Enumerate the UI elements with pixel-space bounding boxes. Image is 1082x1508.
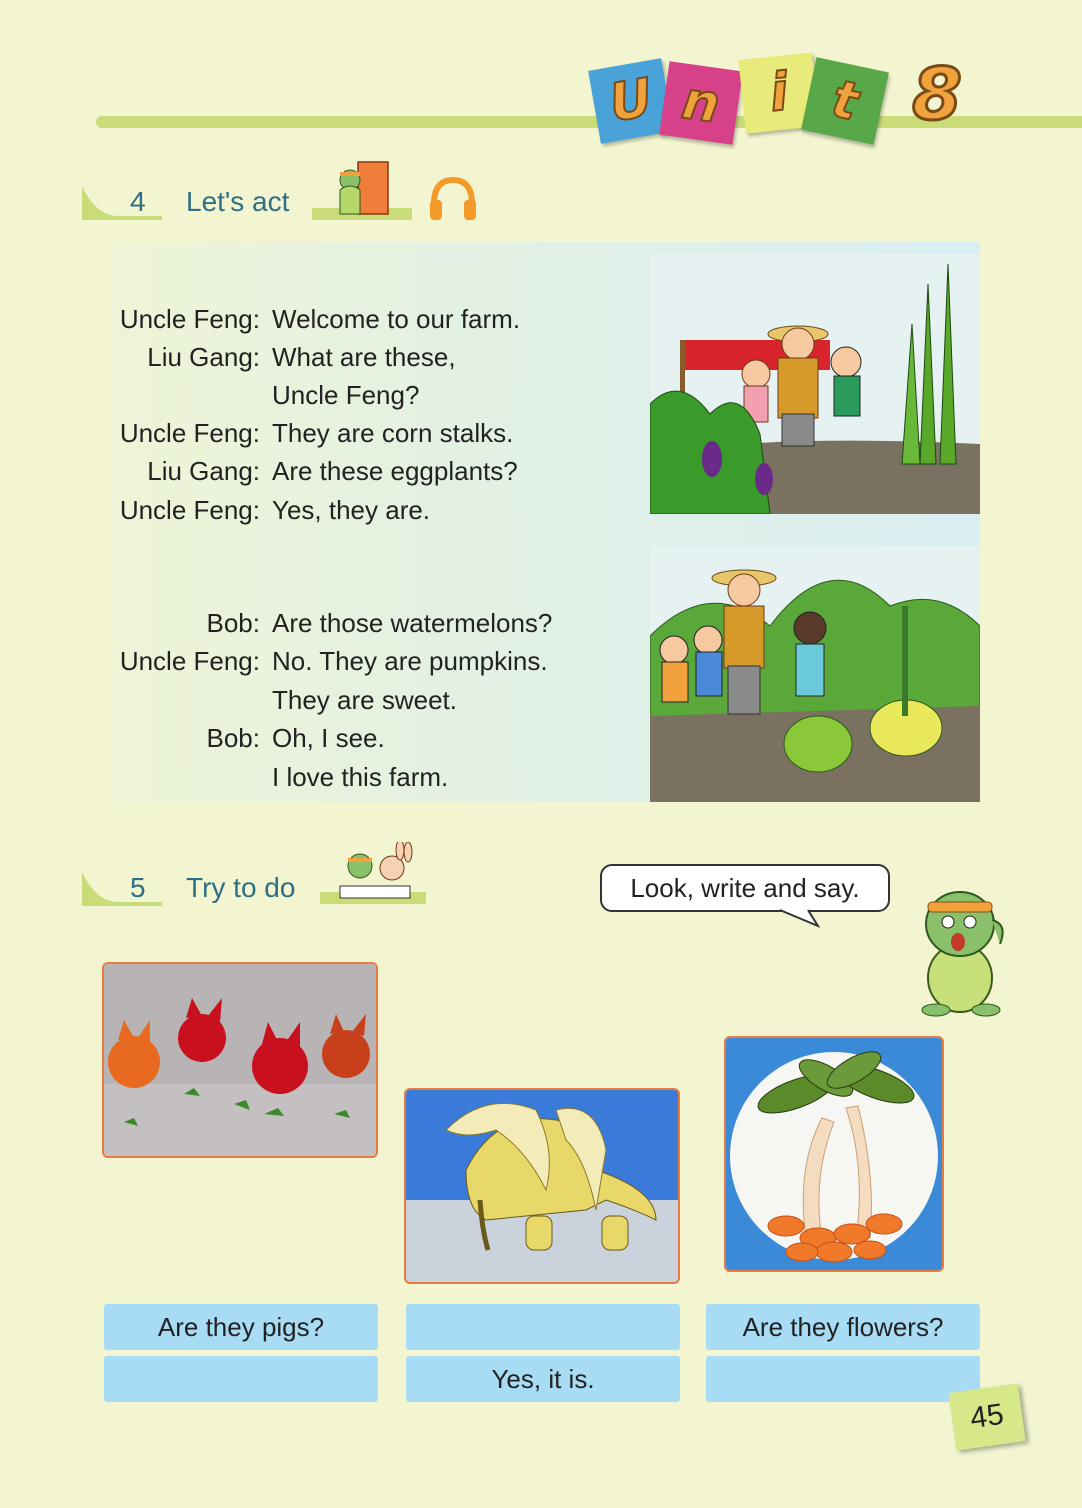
speech-bubble-tail [780, 908, 820, 928]
unit-number: 8 [912, 52, 963, 136]
speaker-label [110, 758, 260, 796]
section-tab-shape [82, 872, 162, 906]
turtle-rabbit-reading-icon [330, 842, 422, 904]
speaker-label: Uncle Feng: [119, 646, 260, 676]
unit-tile-u: U [588, 58, 674, 144]
speaker-label: Bob: [206, 608, 260, 638]
unit-tile-t: t [801, 57, 889, 145]
dialogue-line: Are these eggplants? [272, 456, 518, 486]
section-title: Try to do [186, 872, 296, 903]
speaker-label: Uncle Feng: [119, 495, 260, 525]
instruction-speech-bubble: Look, write and say. [600, 864, 890, 912]
dialogue-line: What are these, [272, 342, 456, 372]
section-number: 5 [130, 872, 146, 903]
dialogue-line: No. They are pumpkins. [272, 646, 548, 676]
turtle-at-door-icon [330, 160, 392, 216]
answer-box-1[interactable] [104, 1356, 378, 1402]
speaker-label [110, 681, 260, 719]
turtle-mascot-icon [912, 884, 1016, 1018]
speaker-label: Liu Gang: [147, 456, 260, 486]
dialogue-line: They are corn stalks. [272, 418, 514, 448]
dialogue-line: They are sweet. [272, 685, 457, 715]
farm-scene-pumpkins [650, 546, 980, 802]
headphones-icon[interactable] [428, 174, 478, 222]
question-box-3[interactable]: Are they flowers? [706, 1304, 980, 1350]
dialogue-line: Yes, they are. [272, 495, 431, 525]
photo-tomato-rabbits [102, 962, 378, 1158]
answer-box-2[interactable]: Yes, it is. [406, 1356, 680, 1402]
dialogue-line: Oh, I see. [272, 723, 385, 753]
speaker-label: Bob: [206, 723, 260, 753]
answer-box-3[interactable] [706, 1356, 980, 1402]
section-tab-shape [82, 186, 162, 220]
page-number: 45 [948, 1383, 1025, 1450]
photo-fruit-palm-trees [724, 1036, 944, 1272]
question-box-2[interactable] [406, 1304, 680, 1350]
photo-banana-elephant [404, 1088, 680, 1284]
speaker-label: Uncle Feng: [119, 418, 260, 448]
dialogue-line: I love this farm. [272, 762, 449, 792]
dialogue-line: Uncle Feng? [272, 380, 420, 410]
unit-tile-n: n [659, 61, 743, 145]
speaker-label: Uncle Feng: [119, 304, 260, 334]
question-box-1[interactable]: Are they pigs? [104, 1304, 378, 1350]
farm-scene-corn-eggplant [650, 254, 980, 514]
dialogue-line: Welcome to our farm. [272, 304, 521, 334]
section-number: 4 [130, 186, 146, 217]
speaker-label: Liu Gang: [147, 342, 260, 372]
section-title: Let's act [186, 186, 290, 217]
dialogue-line: Are those watermelons? [272, 608, 553, 638]
unit-tile-i: i [738, 52, 819, 133]
speaker-label [110, 376, 260, 414]
